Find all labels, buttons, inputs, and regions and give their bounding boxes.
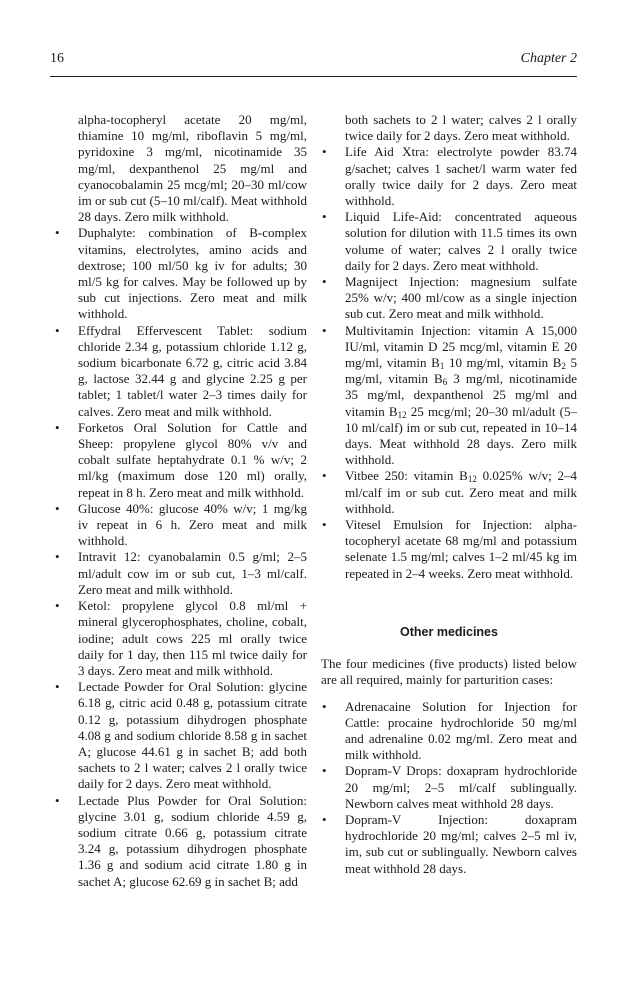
list-item: • Forketos Oral Solution for Cattle and Sheep: propylene glycol 80% v/v and cobalt sulfate heptahydrate 0.1 % w/v; 2 ml/kg (maximum dose 120 ml) orally, repeat in 8 h. Zero meat and milk withhold.	[54, 420, 307, 501]
running-head: Chapter 2	[520, 51, 577, 66]
list-item: • Adrenacaine Solution for Injection for Cattle: procaine hydrochloride 50 mg/ml and adrenaline 0.02 mg/ml. Zero meat and milk withhold.	[321, 699, 577, 764]
right-column	[321, 112, 577, 877]
list-item: • Vitbee 250: vitamin $B_{12}$ 0.025% w/v; 2–4 ml/calf im or sub cut. Zero meat and milk withhold.	[321, 468, 577, 517]
section-heading: Other medicines	[400, 624, 498, 639]
list-item: • Vitesel Emulsion for Injection: alpha-tocopheryl acetate 68 mg/ml and potassium selenate 1.5 mg/ml; calves 1–2 ml/45 kg im repeated in 2–4 weeks. Zero meat withhold.	[321, 517, 577, 582]
continued-paragraph: alpha-tocopheryl acetate 20 mg/ml, thiamine 10 mg/ml, riboflavin 5 mg/ml, pyridoxine 3 mg/ml, nicotinamide 35 mg/ml, dexpanthenol 25 mg/ml and cyanocobalamin 25 mcg/ml; 20–30 ml/cow im or sub cut (5–10 ml/calf). Meat withhold 28 days. Zero milk withhold.	[78, 112, 307, 225]
list-item: • Intravit 12: cyanobalamin 0.5 g/ml; 2–5 ml/adult cow im or sub cut, 1–3 ml/calf. Zero meat and milk withhold.	[54, 549, 307, 598]
list-item: • Duphalyte: combination of B-complex vitamins, electrolytes, amino acids and dextrose; 100 ml/50 kg iv for adults; 30 ml/5 kg for calves. May be followed up by sub cut injections. Zero meat and milk withhold.	[54, 225, 307, 322]
list-item: • Magniject Injection: magnesium sulfate 25% w/v; 400 ml/cow as a single injection sub cut. Zero meat and milk withhold.	[321, 274, 577, 323]
list-item: • Ketol: propylene glycol 0.8 ml/ml + mineral glycerophosphates, choline, cobalt, iodine; adult cows 225 ml orally twice daily for 1 day, then 115 ml twice daily for 3 days. Zero meat and milk withhold.	[54, 598, 307, 679]
other-medicines-list	[321, 699, 577, 877]
list-item: • Dopram-V Drops: doxapram hydrochloride 20 mg/ml; 2–5 ml/calf sublingually. Newborn calves meat withhold 28 days.	[321, 763, 577, 812]
list-item: • Effydral Effervescent Tablet: sodium chloride 2.34 g, potassium chloride 1.12 g, sodium bicarbonate 6.72 g, citric acid 3.84 g, lactose 32.44 g and glycine 2.25 g per tablet; 1 tablet/l water 2–3 times daily for calves. Zero meat and milk withhold.	[54, 323, 307, 420]
medicine-list	[54, 225, 307, 889]
left-column	[54, 112, 307, 890]
list-item: • Liquid Life-Aid: concentrated aqueous solution for dilution with 11.5 times its own volume of water; calves 2 l orally twice daily for 2 days. Zero meat withhold.	[321, 209, 577, 274]
list-item: • Life Aid Xtra: electrolyte powder 83.74 g/sachet; calves 1 sachet/l warm water fed orally twice daily for 2 days. Zero meat withhold.	[321, 144, 577, 209]
header-rule	[50, 76, 577, 77]
medicine-list	[321, 144, 577, 581]
list-item: • Dopram-V Injection: doxapram hydrochloride 20 mg/ml; calves 2–5 ml iv, im, sub cut or sublingually. Newborn calves meat withhold 28 days.	[321, 812, 577, 877]
list-item: • Glucose 40%: glucose 40% w/v; 1 mg/kg iv repeat in 6 h. Zero meat and milk withhold.	[54, 501, 307, 550]
page-number: 16	[50, 51, 64, 66]
intro-paragraph: The four medicines (five products) listed below are all required, mainly for parturition cases:	[321, 656, 577, 688]
list-item: • Lectade Powder for Oral Solution: glycine 6.18 g, citric acid 0.48 g, potassium citrate 0.12 g, potassium dihydrogen phosphate 4.08 g and sodium chloride 8.58 g in sachet A; glucose 44.61 g in sachet B; add both sachets to 2 l water; calves 2 l orally twice daily for 2 days. Zero meat withhold.	[54, 679, 307, 792]
list-item: • Lectade Plus Powder for Oral Solution: glycine 3.01 g, sodium chloride 4.59 g, sodium citrate 0.66 g, potassium citrate 3.24 g, potassium dihydrogen phosphate 1.36 g and sodium acid citrate 1.80 g in sachet A; glucose 62.69 g in sachet B; add	[54, 793, 307, 890]
list-item: • Multivitamin Injection: vitamin A 15,000 IU/ml, vitamin D 25 mcg/ml, vitamin E 20 mg/ml, vitamin $B_1$ 10 mg/ml, vitamin $B_2$ 5 mg/ml, vitamin $B_6$ 3 mg/ml, nicotinamide 35 mg/ml, dexpanthenol 25 mg/ml and vitamin $B_{12}$ 25 mcg/ml; 20–30 ml/adult (5–10 ml/calf) im or sub cut, repeated in 10–14 days. Meat withhold 28 days. Zero milk withhold.	[321, 323, 577, 469]
continued-paragraph: both sachets to 2 l water; calves 2 l orally twice daily for 2 days. Zero meat withhold.	[345, 112, 577, 144]
